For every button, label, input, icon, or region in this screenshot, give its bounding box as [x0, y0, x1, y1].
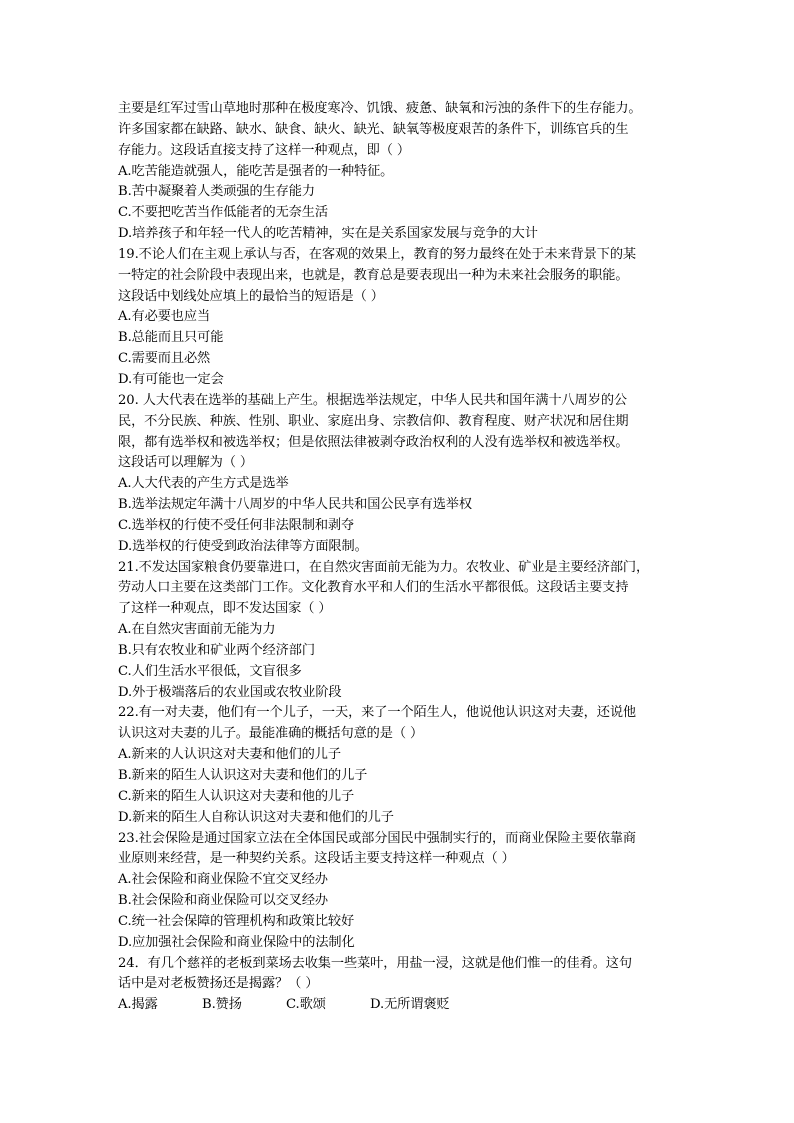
question-20-text: 限，都有选举权和被选举权；但是依照法律被剥夺政治权利的人没有选举权和被选举权。: [118, 434, 629, 450]
question-21-prompt: 了这样一种观点，即不发达国家（ ）: [118, 601, 332, 617]
option-a: A.吃苦能造就强人，能吃苦是强者的一种特征。: [118, 163, 394, 179]
question-22-option-b: B.新来的陌生人认识这对夫妻和他们的儿子: [118, 768, 368, 783]
question-24-option-a: A.揭露: [118, 997, 158, 1013]
question-19-text: 19.不论人们在主观上承认与否，在客观的效果上，教育的努力最终在处于未来背景下的某: [118, 246, 636, 262]
question-19-prompt: 这段话中划线处应填上的最恰当的短语是（ ）: [118, 288, 384, 304]
question-23-option-d: D.应加强社会保险和商业保险中的法制化: [118, 934, 355, 950]
question-20-option-d: D.选举权的行使受到政治法律等方面限制。: [118, 538, 368, 554]
question-23-option-c: C.统一社会保障的管理机构和政策比较好: [118, 913, 355, 929]
question-19-option-b: B.总能而且只可能: [118, 330, 224, 346]
question-19-option-c: C.需要而且必然: [118, 351, 211, 367]
question-23-option-b: B.社会保险和商业保险可以交叉经办: [118, 893, 328, 909]
question-22-text: 22.有一对夫妻，他们有一个儿子，一天，来了一个陌生人，他说他认识这对夫妻，还说他: [118, 705, 636, 721]
option-d: D.培养孩子和年轻一代人的吃苦精神，实在是关系国家发展与竞争的大计: [118, 226, 538, 242]
question-23-option-a: A.社会保险和商业保险不宜交叉经办: [118, 872, 328, 888]
option-c: C.不要把吃苦当作低能者的无奈生活: [118, 205, 328, 221]
question-19-option-d: D.有可能也一定会: [118, 371, 224, 387]
question-20-text: 民，不分民族、种族、性别、职业、家庭出身、宗教信仰、教育程度、财产状况和居住期: [118, 413, 629, 429]
question-21-option-c: C.人们生活水平很低，文盲很多: [118, 663, 302, 679]
question-24-options: [118, 995, 683, 1016]
question-24-prompt: 话中是对老板赞扬还是揭露？（ ）: [118, 976, 319, 992]
question-21-option-d: D.外于极端落后的农业国或农牧业阶段: [118, 684, 342, 700]
question-24-option-d: D.无所谓褒贬: [370, 997, 450, 1013]
question-20-option-a: A.人大代表的产生方式是选举: [118, 476, 289, 492]
question-22-option-d: D.新来的陌生人自称认识这对夫妻和他们的儿子: [118, 809, 394, 825]
question-20-prompt: 这段话可以理解为（ ）: [118, 455, 253, 471]
question-23-text: 23.社会保险是通过国家立法在全体国民或部分国民中强制实行的，而商业保险主要依靠商: [118, 830, 636, 846]
question-24-option-c: C.歌颂: [286, 997, 326, 1013]
question-20-text: 20. 人大代表在选举的基础上产生。根据选举法规定，中华人民共和国年满十八周岁的公: [118, 392, 627, 408]
question-23-prompt: 业原则来经营，是一种契约关系。这段话主要支持这样一种观点（ ）: [118, 851, 515, 867]
question-22-option-a: A.新来的人认识这对夫妻和他们的儿子: [118, 747, 341, 763]
question-21-text: 21.不发达国家粮食仍要靠进口，在自然灾害面前无能为力。农牧业、矿业是主要经济部门，: [118, 559, 650, 575]
question-21-option-b: B.只有农牧业和矿业两个经济部门: [118, 642, 315, 658]
option-b: B.苦中凝聚着人类顽强的生存能力: [118, 184, 315, 200]
document-body: [118, 99, 683, 1016]
question-19-option-a: A.有必要也应当: [118, 309, 211, 325]
question-22-prompt: 认识这对夫妻的儿子。最能准确的概括句意的是（ ）: [118, 726, 424, 742]
text-line: 许多国家都在缺路、缺水、缺食、缺火、缺光、缺氧等极度艰苦的条件下，训练官兵的生: [118, 121, 629, 137]
text-line: 主要是红军过雪山草地时那种在极度寒冷、饥饿、疲惫、缺氧和污浊的条件下的生存能力。: [118, 101, 642, 116]
question-24-option-b: B.赞扬: [202, 997, 242, 1013]
question-22-option-c: C.新来的陌生人认识这对夫妻和他的儿子: [118, 788, 355, 804]
question-21-text: 劳动人口主要在这类部门工作。文化教育水平和人们的生活水平都很低。这段话主要支持: [118, 580, 629, 596]
question-prompt: 存能力。这段话直接支持了这样一种观点，即（ ）: [118, 142, 411, 158]
question-19-text: 一特定的社会阶段中表现出来，也就是，教育总是要表现出一种为未来社会服务的职能。: [118, 267, 629, 283]
question-24-text: 24．有几个慈祥的老板到菜场去收集一些菜叶，用盐一浸，这就是他们惟一的佳肴。这句: [118, 955, 632, 971]
question-21-option-a: A.在自然灾害面前无能为力: [118, 622, 276, 638]
question-20-option-b: B.选举法规定年满十八周岁的中华人民共和国公民享有选举权: [118, 497, 472, 513]
question-20-option-c: C.选举权的行使不受任何非法限制和剥夺: [118, 517, 355, 533]
